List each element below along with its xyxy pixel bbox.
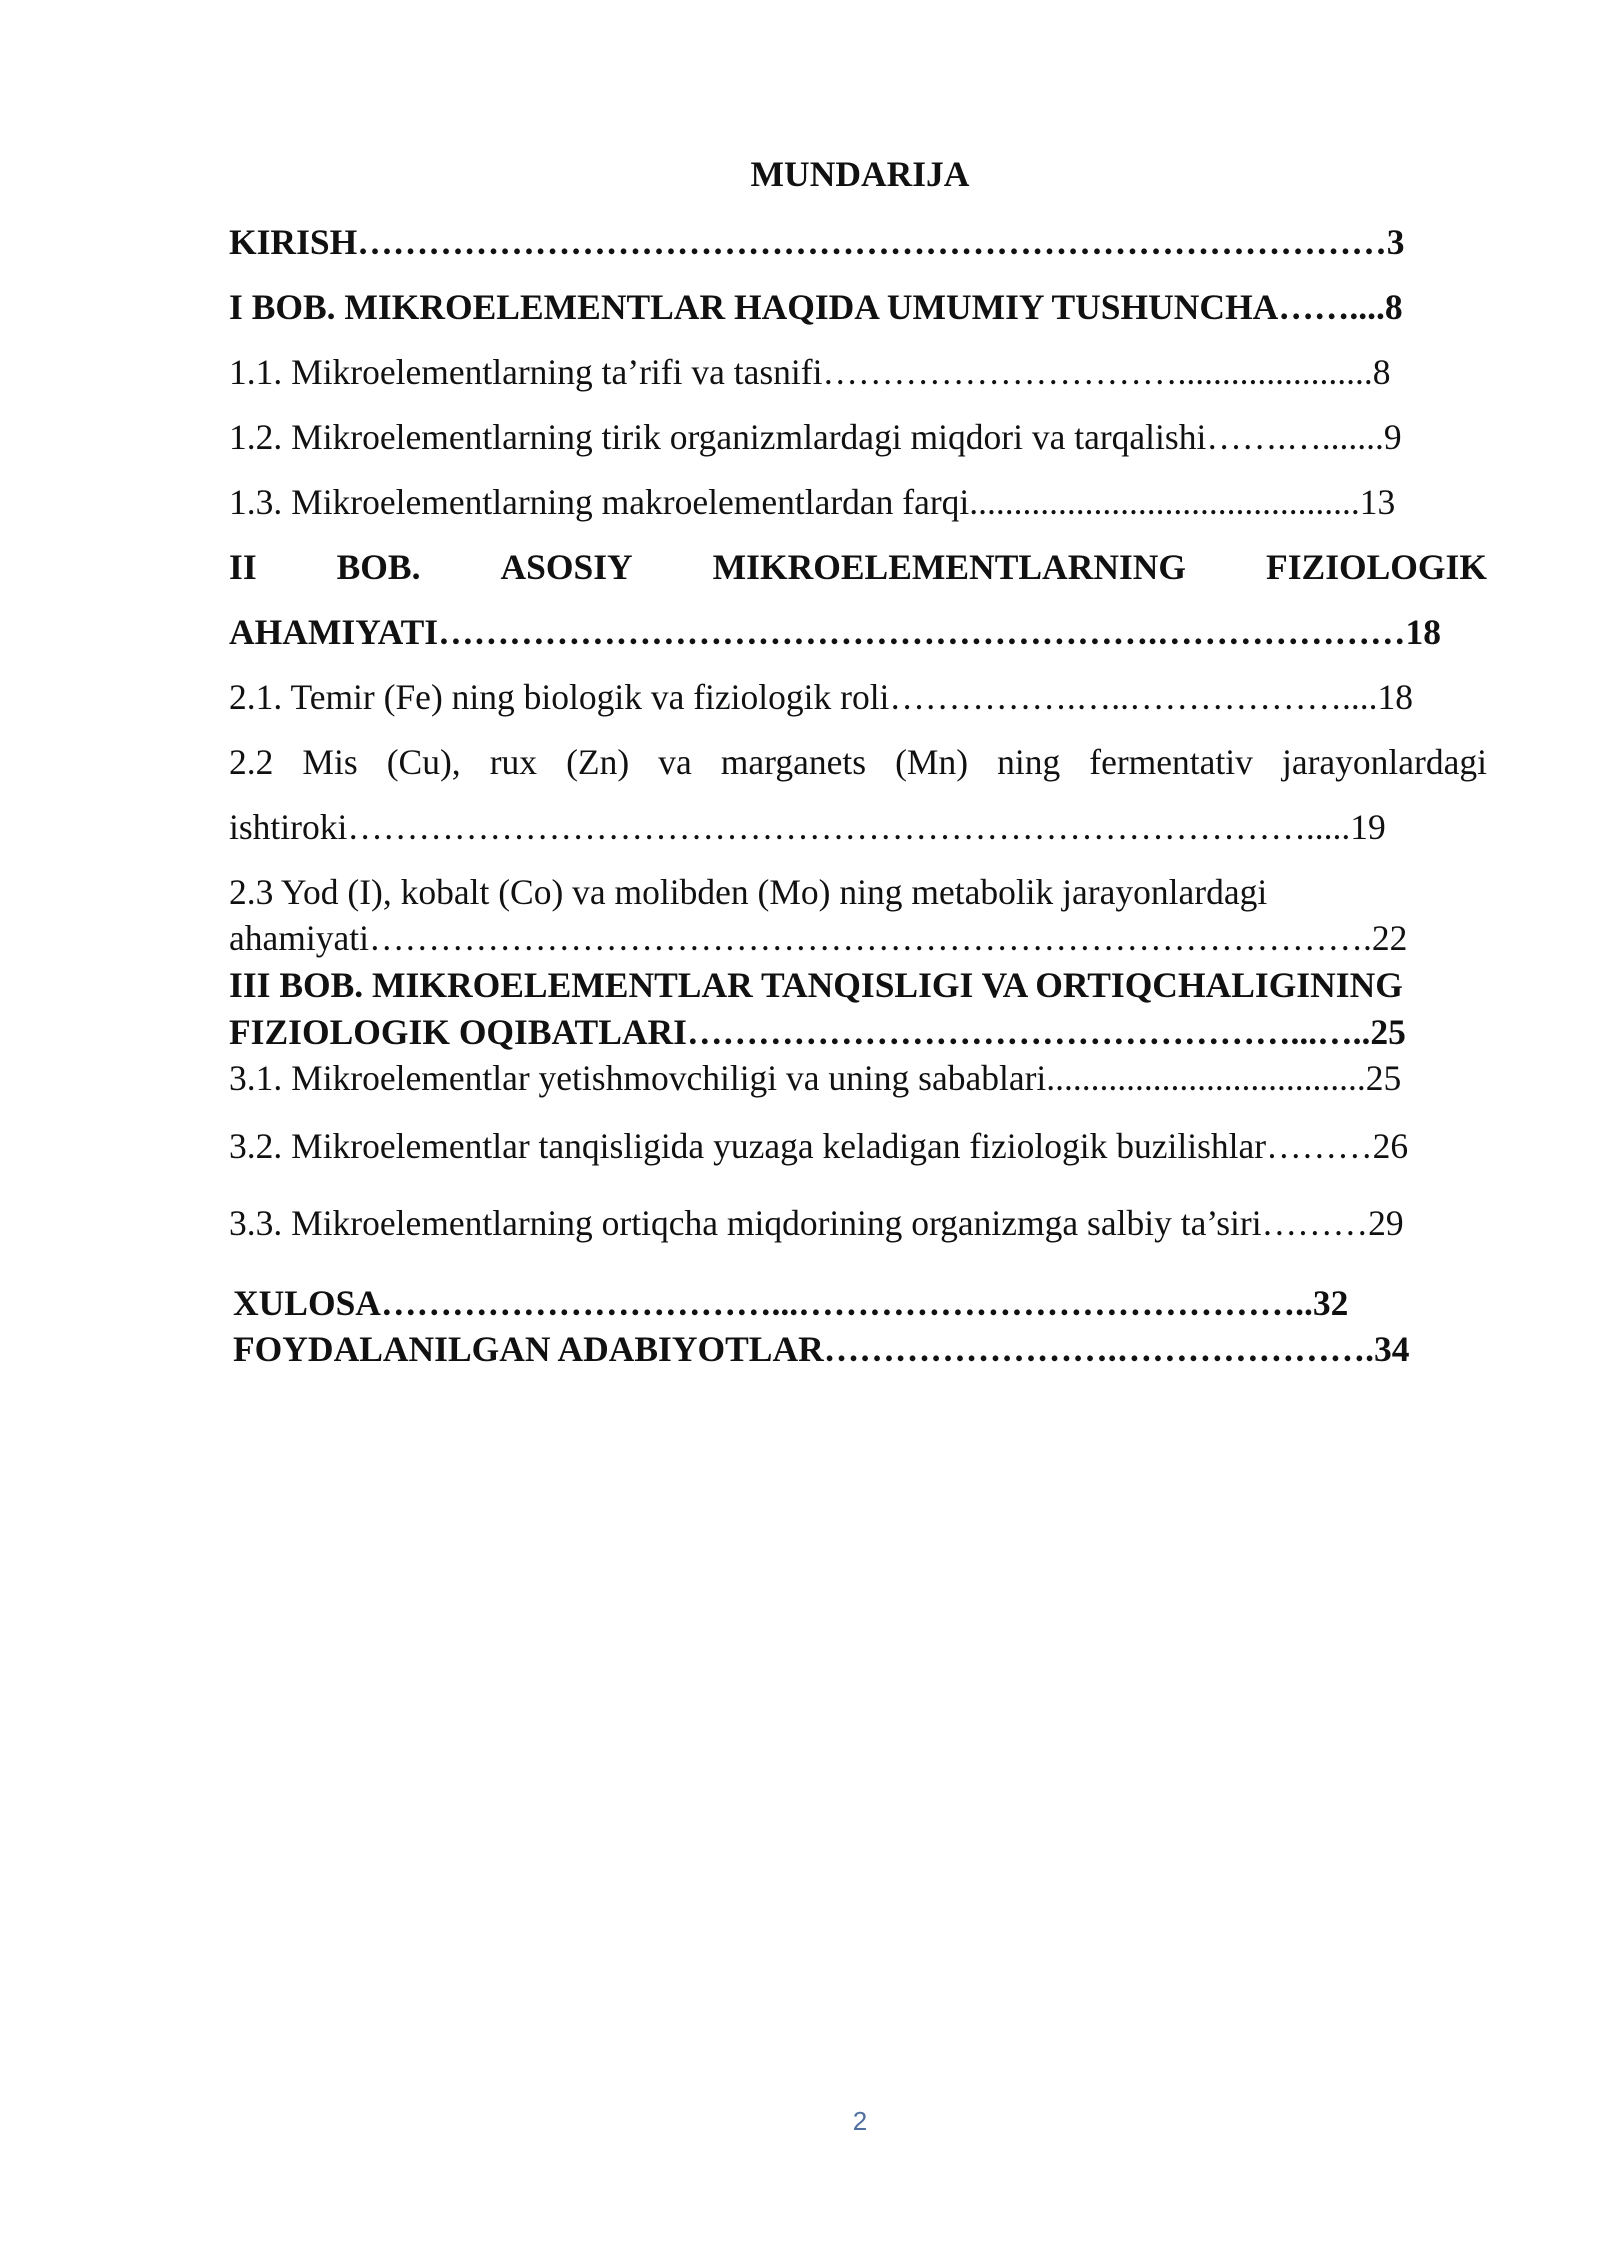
toc-entry-3-2: 3.2. Mikroelementlar tanqisligida yuzaga keladigan fiziologik buzilishlar………26 <box>229 1126 1409 1166</box>
toc-entry-1-1: 1.1. Mikroelementlarning ta’rifi va tasnifi…………………………......................8 <box>229 352 1391 392</box>
toc-entry-2-1: 2.1. Temir (Fe) ning biologik va fiziologik roli…………….…..………………....18 <box>229 677 1414 717</box>
toc-entry-2-2-line-2: ishtiroki……………………………………………………………………….....19 <box>229 807 1386 847</box>
toc-entry-3-3: 3.3. Mikroelementlarning ortiqcha miqdorining organizmga salbiy ta’siri………29 <box>229 1203 1404 1243</box>
toc-word: marganets <box>720 742 867 782</box>
toc-entry-2-3-line-1: 2.3 Yod (I), kobalt (Co) va molibden (Mo) ning metabolik jarayonlardagi <box>229 872 1268 912</box>
toc-word: (Mn) <box>895 742 969 782</box>
toc-entry-3-1: 3.1. Mikroelementlar yetishmovchiligi va uning sabablari....................................25 <box>229 1058 1402 1098</box>
toc-word: va <box>658 742 692 782</box>
toc-word: (Cu), <box>386 742 461 782</box>
toc-word: rux <box>489 742 538 782</box>
toc-entry-1-3: 1.3. Mikroelementlarning makroelementlardan farqi............................................13 <box>229 482 1396 522</box>
toc-word: BOB. <box>336 547 421 587</box>
toc-word: fermentativ <box>1089 742 1253 782</box>
toc-entry-2-3-line-2: ahamiyati………………………………………………………………………….22 <box>229 918 1408 958</box>
toc-word: Mis <box>302 742 358 782</box>
toc-entry-chapter-3-line-1: III BOB. MIKROELEMENTLAR TANQISLIGI VA ORTIQCHALIGINING <box>229 965 1403 1005</box>
toc-entry-xulosa: XULOSA……………………………...……………………………………..32 <box>233 1283 1349 1323</box>
toc-word: ning <box>997 742 1061 782</box>
toc-entry-chapter-1: I BOB. MIKROELEMENTLAR HAQIDA UMUMIY TUSHUNCHA……....8 <box>229 287 1403 327</box>
toc-entry-kirish: KIRISH……………………………………………………………………………3 <box>229 222 1405 262</box>
toc-entry-chapter-2-line-2: AHAMIYATI…………………………………………………….…………………18 <box>229 612 1441 652</box>
toc-entry-2-2-line-1 <box>229 740 1487 784</box>
toc-word: jarayonlardagi <box>1281 742 1487 782</box>
toc-word: MIKROELEMENTLARNING <box>712 547 1187 587</box>
toc-entry-chapter-3-line-2: FIZIOLOGIK OQIBATLARI……………………………………………...…..25 <box>229 1012 1406 1052</box>
toc-word: 2.2 <box>229 742 274 782</box>
toc-word: (Zn) <box>566 742 630 782</box>
toc-entry-chapter-2-line-1 <box>229 545 1487 589</box>
toc-word: FIZIOLOGIK <box>1266 547 1487 587</box>
toc-title: MUNDARIJA <box>750 154 970 194</box>
toc-word: II <box>229 547 257 587</box>
toc-entry-adabiyotlar: FOYDALANILGAN ADABIYOTLAR…………………….………………….34 <box>233 1329 1410 1369</box>
page-number: 2 <box>852 2106 868 2136</box>
toc-entry-1-2: 1.2. Mikroelementlarning tirik organizmlardagi miqdori va tarqalishi…….….......9 <box>229 417 1402 457</box>
toc-word: ASOSIY <box>500 547 633 587</box>
